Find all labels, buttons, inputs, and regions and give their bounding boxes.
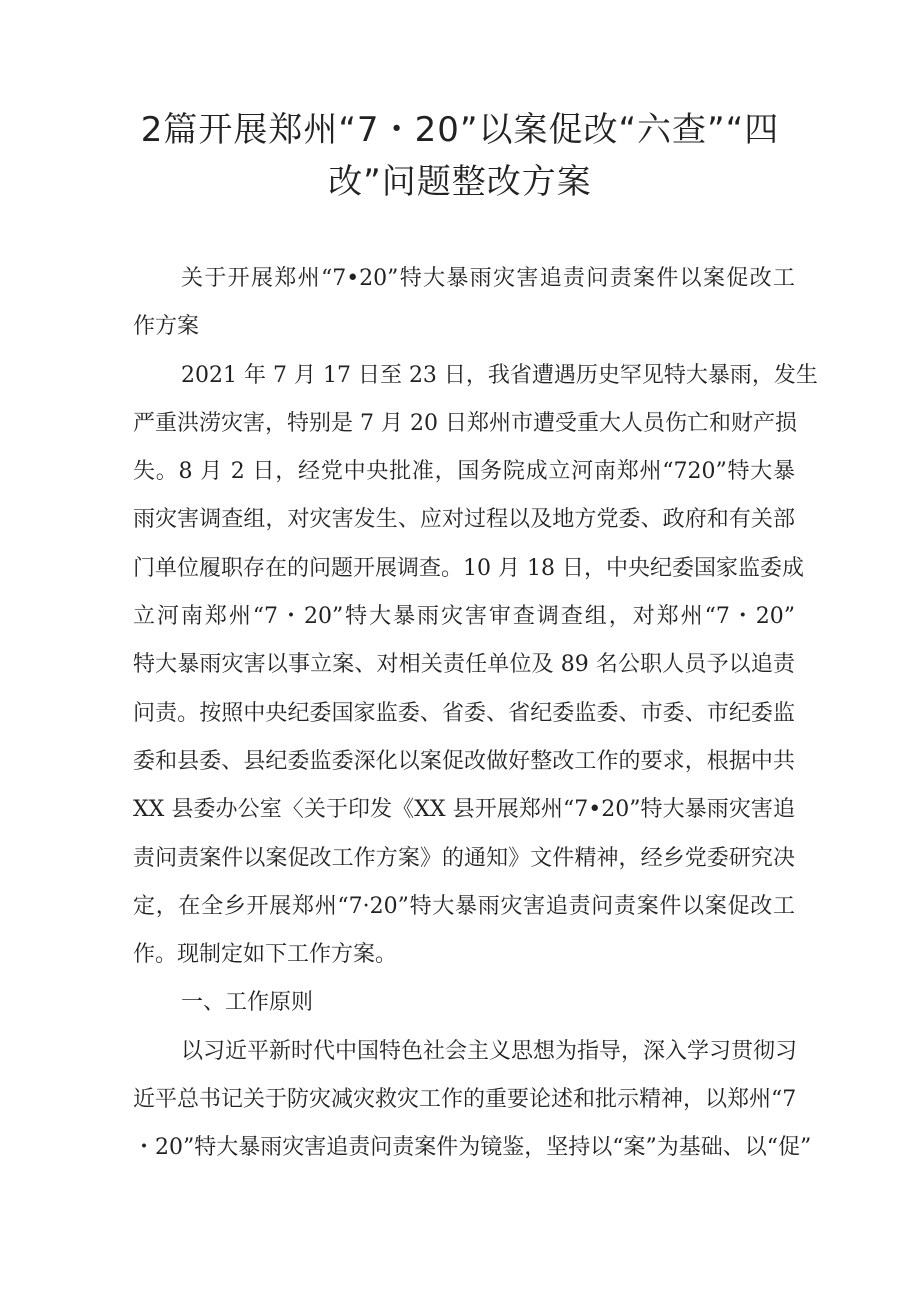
text-line: 问责。按照中央纪委国家监委、省委、省纪委监委、市委、市纪委监 xyxy=(133,700,795,726)
document-body xyxy=(133,255,818,1173)
text-line: 严重洪涝灾害，特别是 7 月 20 日郑州市遭受重大人员伤亡和财产损 xyxy=(133,410,797,436)
title-line-1: 2篇开展郑州“7・20”以案促改“六查”“四 xyxy=(140,110,780,150)
paragraph-principles xyxy=(133,1028,812,1173)
section-heading xyxy=(133,979,795,1027)
text-line: 2021 年 7 月 17 日至 23 日，我省遭遇历史罕见特大暴雨，发生 xyxy=(181,362,818,388)
text-line: ・20”特大暴雨灾害追责问责案件为镜鉴，坚持以“案”为基础、以“促” xyxy=(133,1135,812,1161)
text-line: 定，在全乡开展郑州“7·20”特大暴雨灾害追责问责案件以案促改工 xyxy=(133,893,795,919)
heading-work-principles: 一、工作原则 xyxy=(181,990,314,1016)
text-line: XX 县委办公室〈关于印发《XX 县开展郑州“7•20”特大暴雨灾害追 xyxy=(133,797,795,823)
text-line: 责问责案件以案促改工作方案》的通知》文件精神，经乡党委研究决 xyxy=(133,845,795,871)
text-line: 近平总书记关于防灾减灾救灾工作的重要论述和批示精神，以郑州“7 xyxy=(133,1087,797,1113)
text-line: 立河南郑州“7・20”特大暴雨灾害审查调查组，对郑州“7・20” xyxy=(133,604,795,630)
document-title xyxy=(110,104,810,208)
text-line: 作方案 xyxy=(133,314,200,340)
text-line: 失。8 月 2 日，经党中央批准，国务院成立河南郑州“720”特大暴 xyxy=(133,459,795,485)
text-line: 委和县委、县纪委监委深化以案促改做好整改工作的要求，根据中共 xyxy=(133,748,795,774)
text-line: 作。现制定如下工作方案。 xyxy=(133,942,398,968)
paragraph-background xyxy=(133,352,818,980)
text-line: 关于开展郑州“7•20”特大暴雨灾害追责问责案件以案促改工 xyxy=(181,266,795,291)
title-line-2: 改”问题整改方案 xyxy=(328,162,592,202)
text-line: 特大暴雨灾害以事立案、对相关责任单位及 89 名公职人员予以追责 xyxy=(133,652,795,678)
text-line: 以习近平新时代中国特色社会主义思想为指导，深入学习贯彻习 xyxy=(181,1038,798,1064)
text-line: 雨灾害调查组，对灾害发生、应对过程以及地方党委、政府和有关部 xyxy=(133,507,795,533)
text-line: 门单位履职存在的问题开展调查。10 月 18 日，中央纪委国家监委成 xyxy=(133,555,804,581)
paragraph-subtitle xyxy=(133,255,795,352)
